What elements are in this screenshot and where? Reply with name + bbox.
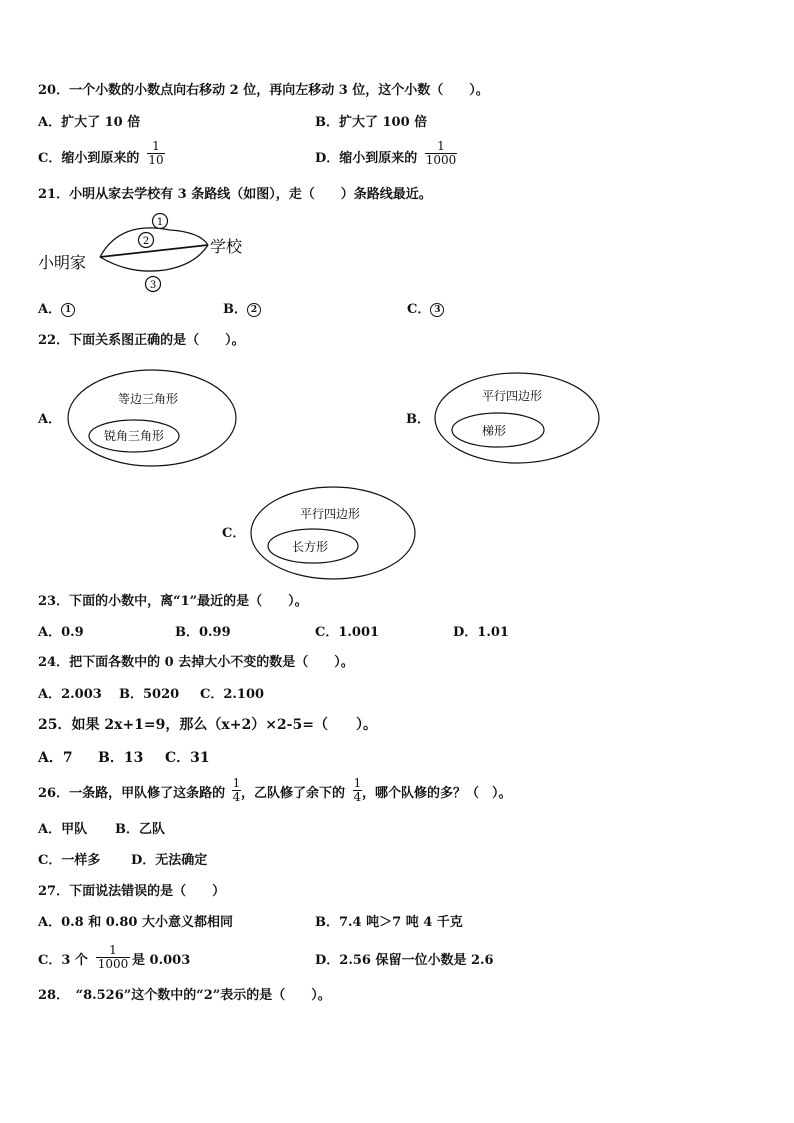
q24-option-b[interactable]: B．5020 xyxy=(119,687,180,702)
outer-label: 等边三角形 xyxy=(117,392,179,406)
fraction-denominator: 4 xyxy=(353,790,362,804)
fraction-numerator: 1 xyxy=(437,139,445,153)
q22-option-c-label[interactable]: C． xyxy=(222,526,246,541)
inner-label: 梯形 xyxy=(481,424,507,438)
option-letter: C． xyxy=(407,302,431,317)
q20-stem: 20．一个小数的小数点向右移动 2 位，再向左移动 3 位，这个小数（ ）。 xyxy=(38,83,489,98)
q20-option-b[interactable]: B．扩大了 100 倍 xyxy=(315,115,428,130)
q20-option-d[interactable]: D．缩小到原来的 xyxy=(315,151,418,166)
q25-option-b[interactable]: B．13 xyxy=(98,750,144,766)
route-1-curve xyxy=(100,228,208,257)
q21-route-figure xyxy=(30,210,290,290)
q23-option-a[interactable]: A．0.9 xyxy=(38,625,84,640)
route-3-curve xyxy=(100,245,208,271)
q22-option-b-diagram[interactable] xyxy=(434,372,602,468)
school-label: 学校 xyxy=(210,237,243,256)
fraction-denominator: 1000 xyxy=(97,957,129,971)
q25-option-a[interactable]: A．7 xyxy=(38,750,73,766)
q27-option-c-fraction xyxy=(96,944,130,971)
q20-option-c-fraction xyxy=(147,140,165,167)
q25-stem: 25．如果 2x+1=9，那么（x+2）×2-5=（ ）。 xyxy=(38,717,377,733)
q26-option-d[interactable]: D．无法确定 xyxy=(131,853,208,868)
q25-option-c[interactable]: C．31 xyxy=(165,750,210,766)
q23-option-c[interactable]: C．1.001 xyxy=(315,625,380,640)
q21-option-a[interactable] xyxy=(38,302,75,318)
fraction-numerator: 1 xyxy=(353,776,362,790)
q28-stem: 28． “8.526”这个数中的“2”表示的是（ ）。 xyxy=(38,988,331,1003)
fraction-denominator: 1000 xyxy=(425,153,457,167)
route-3-label: 3 xyxy=(149,280,157,291)
fraction-numerator: 1 xyxy=(232,776,241,790)
q26-option-a[interactable]: A．甲队 xyxy=(38,822,88,837)
q27-option-c-part2[interactable]: 是 0.003 xyxy=(132,953,191,968)
q22-option-c-diagram[interactable] xyxy=(250,485,418,581)
fraction-denominator: 4 xyxy=(232,790,241,804)
circled-1-icon: 1 xyxy=(61,303,75,317)
q22-option-a-diagram[interactable] xyxy=(68,368,238,468)
q23-stem: 23．下面的小数中，离“1”最近的是（ ）。 xyxy=(38,594,308,609)
q27-stem: 27．下面说法错误的是（ ） xyxy=(38,884,226,899)
circled-2-icon: 2 xyxy=(247,303,261,317)
outer-label: 平行四边形 xyxy=(299,507,361,521)
fraction-numerator: 1 xyxy=(152,139,160,153)
outer-ellipse xyxy=(251,487,415,579)
q22-option-b-label[interactable]: B． xyxy=(406,412,430,427)
q22-option-a-label[interactable]: A． xyxy=(38,412,62,427)
q20-option-a[interactable]: A．扩大了 10 倍 xyxy=(38,115,141,130)
q23-option-d[interactable]: D．1.01 xyxy=(453,625,509,640)
route-2-line xyxy=(100,245,208,257)
outer-label: 平行四边形 xyxy=(481,389,543,403)
fraction-denominator: 10 xyxy=(148,153,164,167)
q24-stem: 24．把下面各数中的 0 去掉大小不变的数是（ ）。 xyxy=(38,655,354,670)
q21-option-c[interactable] xyxy=(407,302,444,318)
option-letter: B． xyxy=(223,302,247,317)
q26-option-b[interactable]: B．乙队 xyxy=(115,822,165,837)
q27-option-a[interactable]: A．0.8 和 0.80 大小意义都相同 xyxy=(38,915,233,930)
route-2-label: 2 xyxy=(142,236,150,247)
q23-option-b[interactable]: B．0.99 xyxy=(175,625,231,640)
q26-stem-part3: ，哪个队修的多？（ ）。 xyxy=(362,786,512,801)
home-label: 小明家 xyxy=(38,253,87,272)
q22-stem: 22．下面关系图正确的是（ ）。 xyxy=(38,333,245,348)
circled-3-icon: 3 xyxy=(430,303,444,317)
option-letter: A． xyxy=(38,302,62,317)
q24-option-a[interactable]: A．2.003 xyxy=(38,687,102,702)
q26-stem-part1: 26．一条路，甲队修了这条路的 xyxy=(38,786,226,801)
route-1-label: 1 xyxy=(156,217,164,228)
q21-option-b[interactable] xyxy=(223,302,261,318)
q26-stem-part2: ，乙队修了余下的 xyxy=(241,786,346,801)
inner-label: 长方形 xyxy=(291,540,329,554)
inner-label: 锐角三角形 xyxy=(103,429,165,443)
q26-fraction-2 xyxy=(353,777,362,804)
q20-option-c[interactable]: C．缩小到原来的 xyxy=(38,151,140,166)
q26-fraction-1 xyxy=(232,777,241,804)
q20-option-d-fraction xyxy=(425,140,457,167)
outer-ellipse xyxy=(435,373,599,463)
q26-option-c[interactable]: C．一样多 xyxy=(38,853,101,868)
q27-option-d[interactable]: D．2.56 保留一位小数是 2.6 xyxy=(315,953,494,968)
q27-option-b[interactable]: B．7.4 吨＞7 吨 4 千克 xyxy=(315,915,463,930)
q27-option-c-part1[interactable]: C．3 个 xyxy=(38,953,88,968)
q21-stem: 21．小明从家去学校有 3 条路线（如图），走（ ）条路线最近。 xyxy=(38,187,432,202)
fraction-numerator: 1 xyxy=(109,943,117,957)
outer-ellipse xyxy=(68,370,236,466)
q24-option-c[interactable]: C．2.100 xyxy=(200,687,265,702)
